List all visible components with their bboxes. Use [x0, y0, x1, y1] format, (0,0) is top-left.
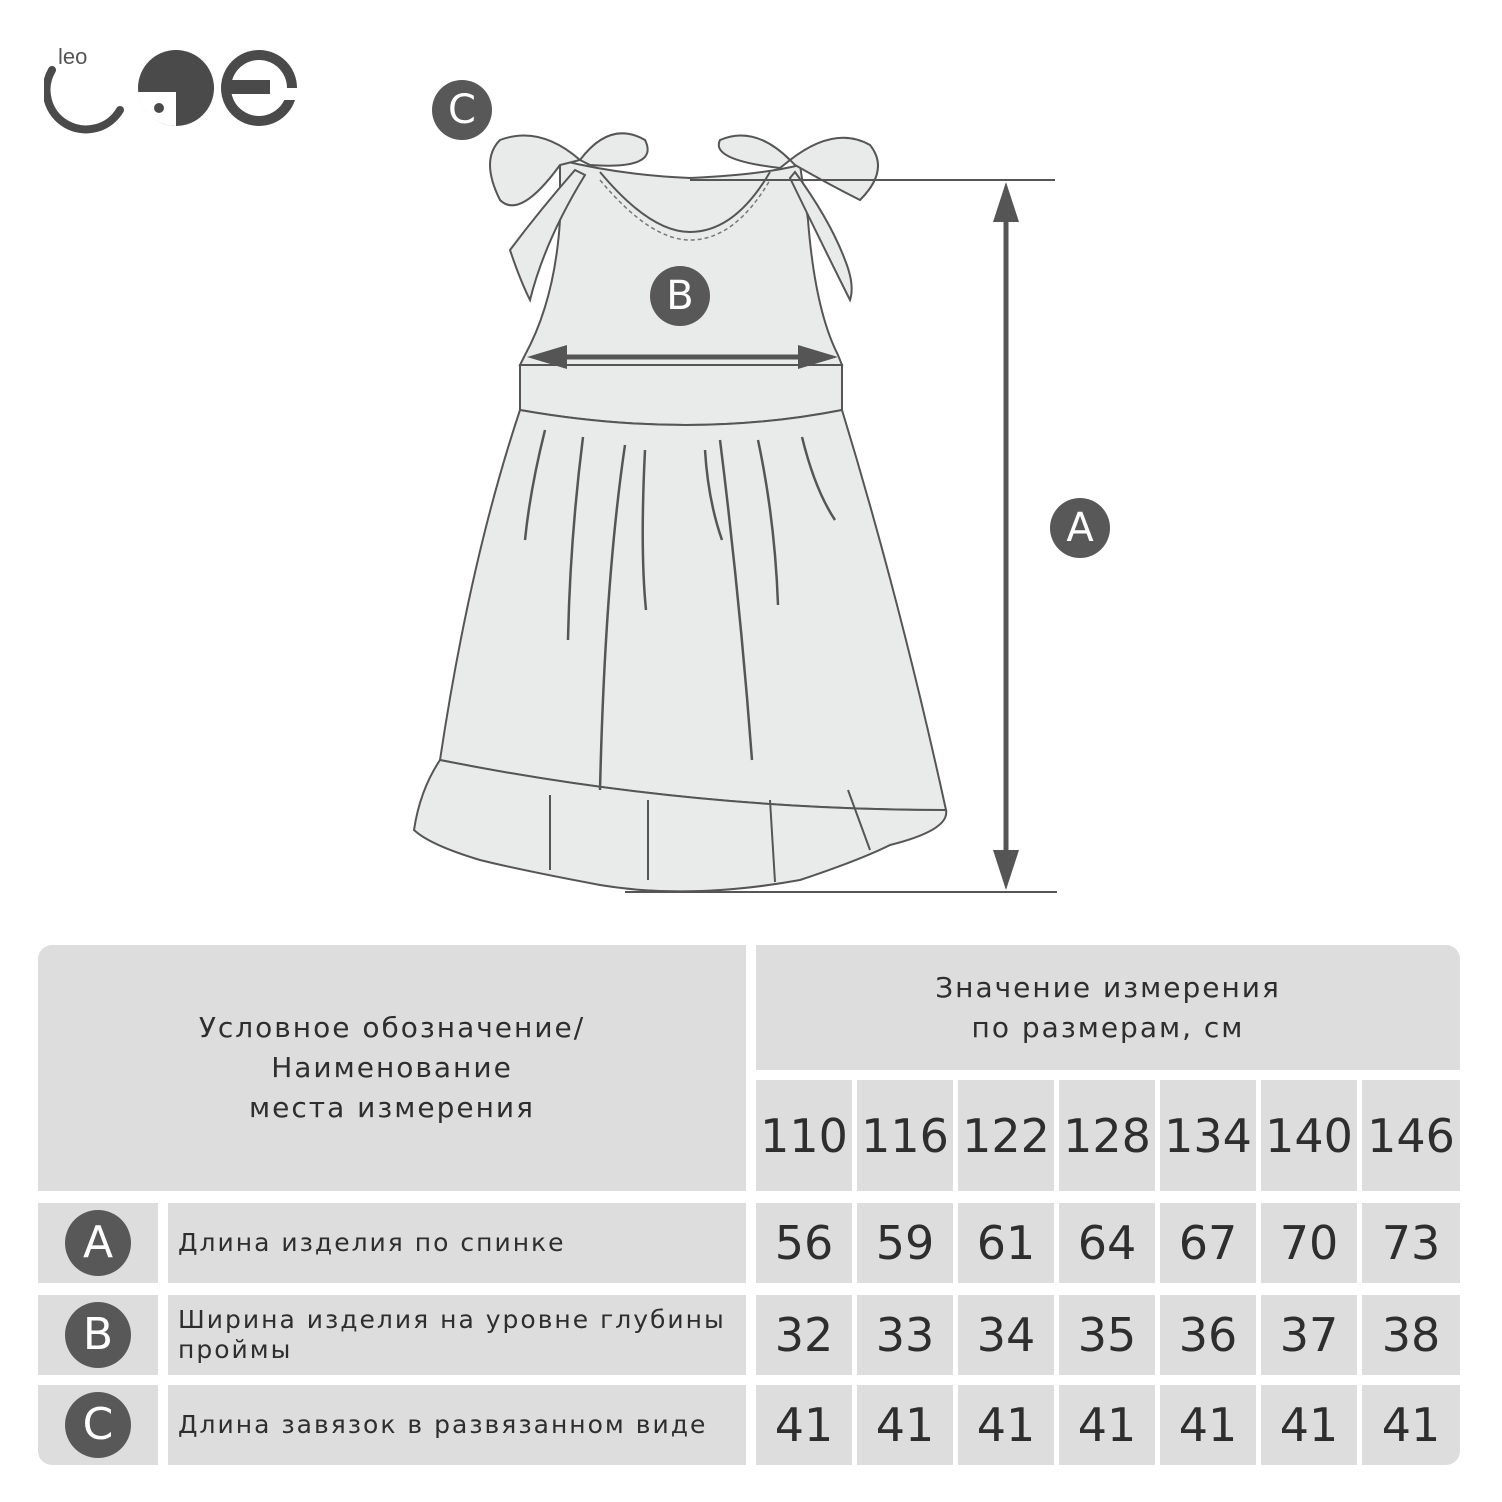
table-cell: 41 — [1059, 1385, 1155, 1465]
table-cell: 36 — [1160, 1295, 1256, 1375]
size-header: 146 — [1362, 1080, 1460, 1191]
table-cell: 41 — [857, 1385, 953, 1465]
table-cell: 67 — [1160, 1203, 1256, 1283]
size-header: 122 — [958, 1080, 1054, 1191]
logo-small-text: leo — [58, 44, 88, 69]
size-header: 116 — [857, 1080, 953, 1191]
table-cell: 64 — [1059, 1203, 1155, 1283]
size-header: 110 — [756, 1080, 852, 1191]
table-cell: 56 — [756, 1203, 852, 1283]
table-cell: 41 — [1261, 1385, 1357, 1465]
table-cell: 41 — [958, 1385, 1054, 1465]
header-left-line-1: Условное обозначение/ — [198, 1011, 586, 1044]
size-header: 134 — [1160, 1080, 1256, 1191]
marker-a: A — [1050, 498, 1110, 558]
table-cell: 38 — [1362, 1295, 1460, 1375]
row-b-marker-cell — [38, 1295, 158, 1375]
header-right-line-2: по размерам, см — [971, 1010, 1245, 1044]
row-b-marker: B — [65, 1302, 131, 1368]
table-cell: 32 — [756, 1295, 852, 1375]
header-measure-values — [756, 945, 1460, 1070]
table-cell: 35 — [1059, 1295, 1155, 1375]
header-measure-name — [38, 945, 746, 1191]
table-cell: 61 — [958, 1203, 1054, 1283]
table-cell: 73 — [1362, 1203, 1460, 1283]
size-header: 128 — [1059, 1080, 1155, 1191]
table-cell: 41 — [756, 1385, 852, 1465]
marker-b: B — [650, 266, 710, 326]
table-cell: 37 — [1261, 1295, 1357, 1375]
size-header: 140 — [1261, 1080, 1357, 1191]
row-a-marker-cell — [38, 1203, 158, 1283]
table-cell: 41 — [1362, 1385, 1460, 1465]
row-c-marker: C — [65, 1392, 131, 1458]
row-a-label: Длина изделия по спинке — [168, 1203, 746, 1283]
table-cell: 34 — [958, 1295, 1054, 1375]
table-cell: 41 — [1160, 1385, 1256, 1465]
header-left-line-2: Наименование — [271, 1051, 513, 1084]
header-left-line-3: места измерения — [249, 1091, 535, 1124]
row-c-marker-cell — [38, 1385, 158, 1465]
row-c-label: Длина завязок в развязанном виде — [168, 1385, 746, 1465]
table-cell: 33 — [857, 1295, 953, 1375]
header-right-line-1: Значение измерения — [935, 970, 1281, 1004]
marker-c: C — [432, 80, 492, 140]
table-cell: 59 — [857, 1203, 953, 1283]
row-b-label: Ширина изделия на уровне глубины проймы — [168, 1295, 746, 1375]
row-a-marker: A — [65, 1210, 131, 1276]
table-cell: 70 — [1261, 1203, 1357, 1283]
